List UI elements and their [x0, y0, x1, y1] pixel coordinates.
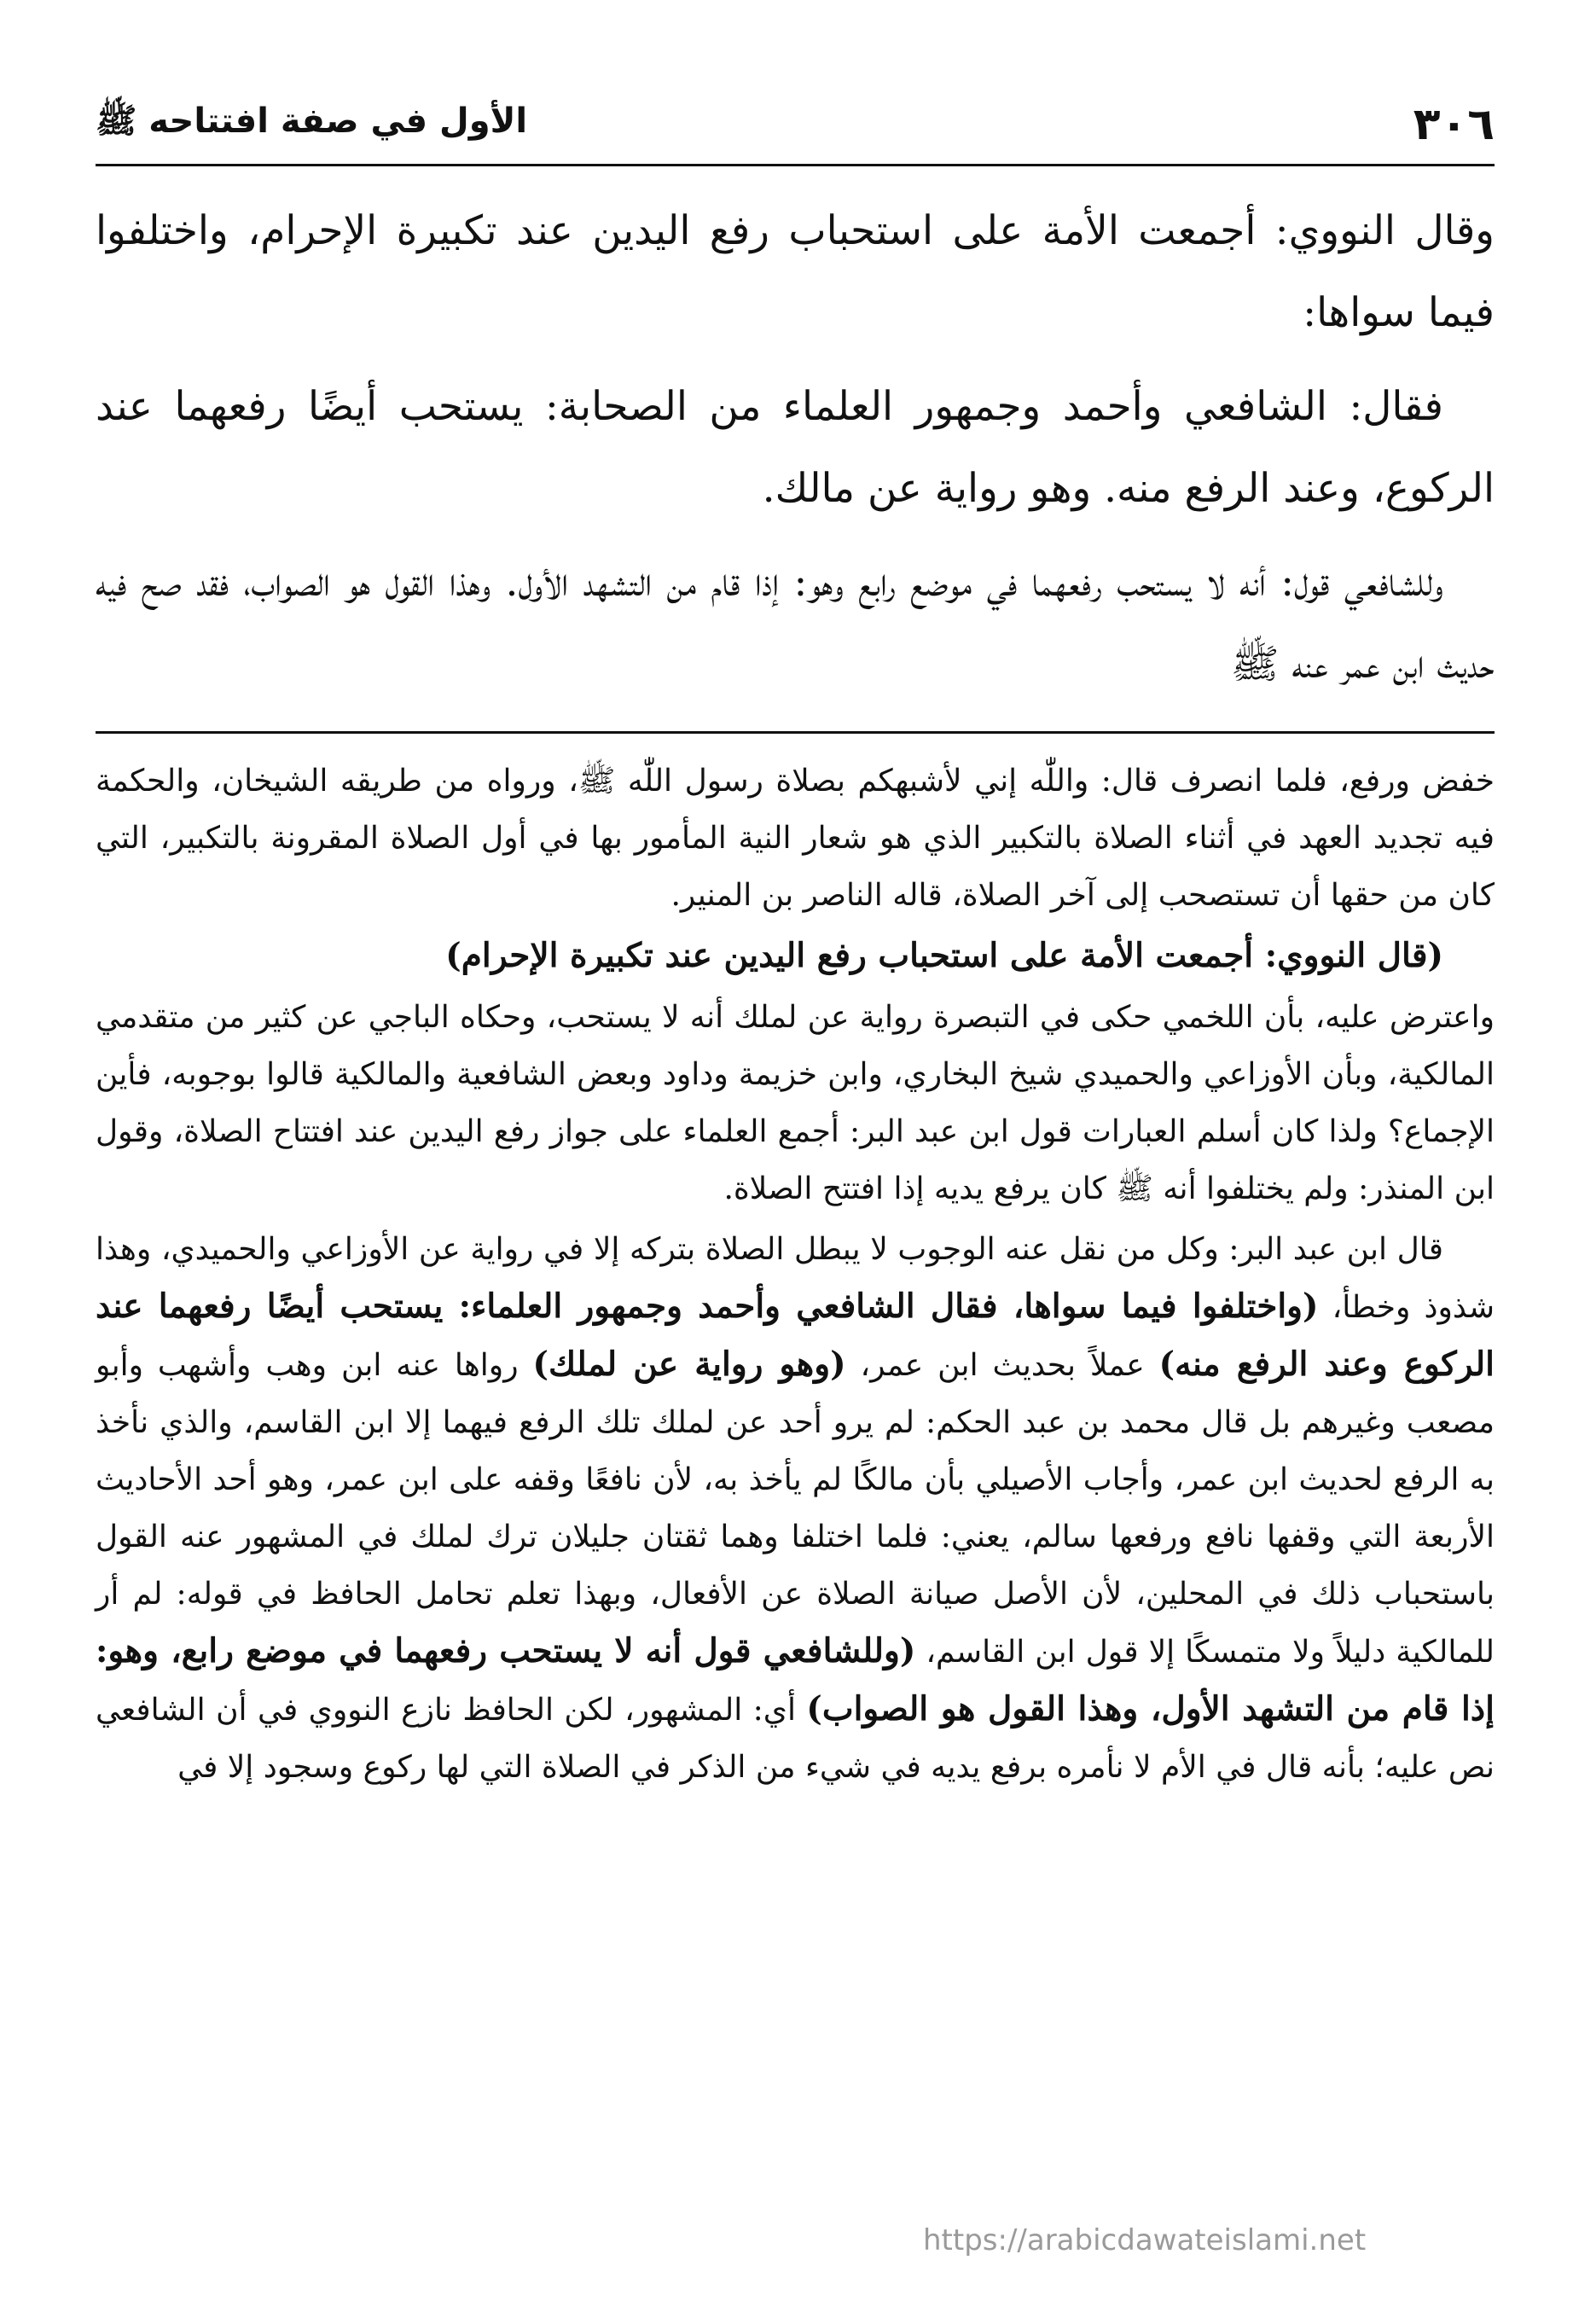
commentary-paragraph-1: خفض ورفع، فلما انصرف قال: واللّٰه إني لأشبهكم بصلاة رسول اللّٰه ﷺ، ورواه من طريقه الشيخان، والحكمة فيه تجديد العهد في أثناء الصلاة بالتكبير الذي هو شعار النية المأمور بها في أول الصلاة المقرونة بالتكبير، التي كان من حقها أن تستصحب إلى آخر الصلاة، قاله الناصر بن المنير.: [96, 764, 1495, 913]
main-paragraph-3: وللشافعي قول: أنه لا يستحب رفعهما في موضع رابع وهو: إذا قام من التشهد الأول. وهذا القول هو الصواب، فقد صح فيه حديث ابن عمر عنه ﷺ: [96, 559, 1495, 688]
main-text: [96, 190, 1495, 706]
commentary-paragraph-3: [96, 1221, 1495, 1796]
footnote-divider: [96, 731, 1495, 734]
running-title: الأول في صفة افتتاحه ﷺ: [96, 102, 528, 141]
quoted-matn: (واختلفوا فيما سواها، فقال الشافعي وأحمد وجمهور العلماء: يستحب أيضًا رفعهما عند الركوع وعند الرفع منه): [96, 1287, 1495, 1384]
quoted-matn: (وهو رواية عن لملك): [532, 1345, 846, 1384]
page-number: ٣٠٦: [1413, 99, 1495, 150]
commentary-paragraph-2: واعترض عليه، بأن اللخمي حكى في التبصرة رواية عن لملك أنه لا يستحب، وحكاه الباجي عن كثير من متقدمي المالكية، وبأن الأوزاعي والحميدي شيخ البخاري، وابن خزيمة وداود وبعض الشافعية والمالكية قالوا بوجوبه، فأين الإجماع؟ ولذا كان أسلم العبارات قول ابن عبد البر: أجمع العلماء على جواز رفع اليدين عند افتتاح الصلاة، وقول ابن المنذر: ولم يختلفوا أنه ﷺ كان يرفع يديه إذا افتتح الصلاة.: [96, 1000, 1495, 1206]
main-paragraph-1: وقال النووي: أجمعت الأمة على استحباب رفع اليدين عند تكبيرة الإحرام، واختلفوا فيما سواها:: [96, 207, 1495, 336]
commentary: [96, 752, 1495, 1796]
watermark-url: https://arabicdawateislami.net: [923, 2223, 1367, 2257]
commentary-heading: [96, 927, 1495, 985]
quoted-matn: (وللشافعي قول أنه لا يستحب رفعهما في موضع رابع، وهو: إذا قام من التشهد الأول، وهذا القول هو الصواب): [96, 1631, 1495, 1728]
commentary-text: أي: المشهور، لكن الحافظ نازع النووي في أن الشافعي نص عليه؛ بأنه قال في الأم لا نأمره برفع يديه في شيء من الذكر في الصلاة التي لها ركوع وسجود إلا في: [96, 1693, 1495, 1785]
book-page: [96, 85, 1495, 2269]
main-paragraph-2: فقال: الشافعي وأحمد وجمهور العلماء من الصحابة: يستحب أيضًا رفعهما عند الركوع، وعند الرفع منه. وهو رواية عن مالك.: [96, 383, 1495, 512]
commentary-text: عملاً بحديث ابن عمر،: [860, 1348, 1145, 1383]
page-header: [96, 85, 1495, 166]
quoted-matn: (قال النووي: أجمعت الأمة على استحباب رفع اليدين عند تكبيرة الإحرام): [445, 936, 1443, 975]
commentary-text: قال ابن عبد البر: وكل من نقل عنه الوجوب لا يبطل الصلاة بتركه إلا في رواية عن الأوزاعي والحميدي، وهذا شذوذ وخطأ،: [96, 1232, 1495, 1325]
commentary-text: رواها عنه ابن وهب وأشهب وأبو مصعب وغيرهم بل قال محمد بن عبد الحكم: لم يرو أحد عن لملك تلك الرفع فيهما إلا ابن القاسم، والذي نأخذ به الرفع لحديث ابن عمر، وأجاب الأصيلي بأن مالكًا لم يأخذ به، لأن نافعًا وقفه على ابن عمر، وهو أحد الأحاديث الأربعة التي وقفها نافع ورفعها سالم، يعني: فلما اختلفا وهما ثقتان جليلان ترك لملك في المشهور عنه القول باستحباب ذلك في المحلين، لأن الأصل صيانة الصلاة عن الأفعال، وبهذا تعلم تحامل الحافظ في قوله: لم أر للمالكية دليلاً ولا متمسكًا إلا قول ابن القاسم،: [96, 1348, 1495, 1670]
